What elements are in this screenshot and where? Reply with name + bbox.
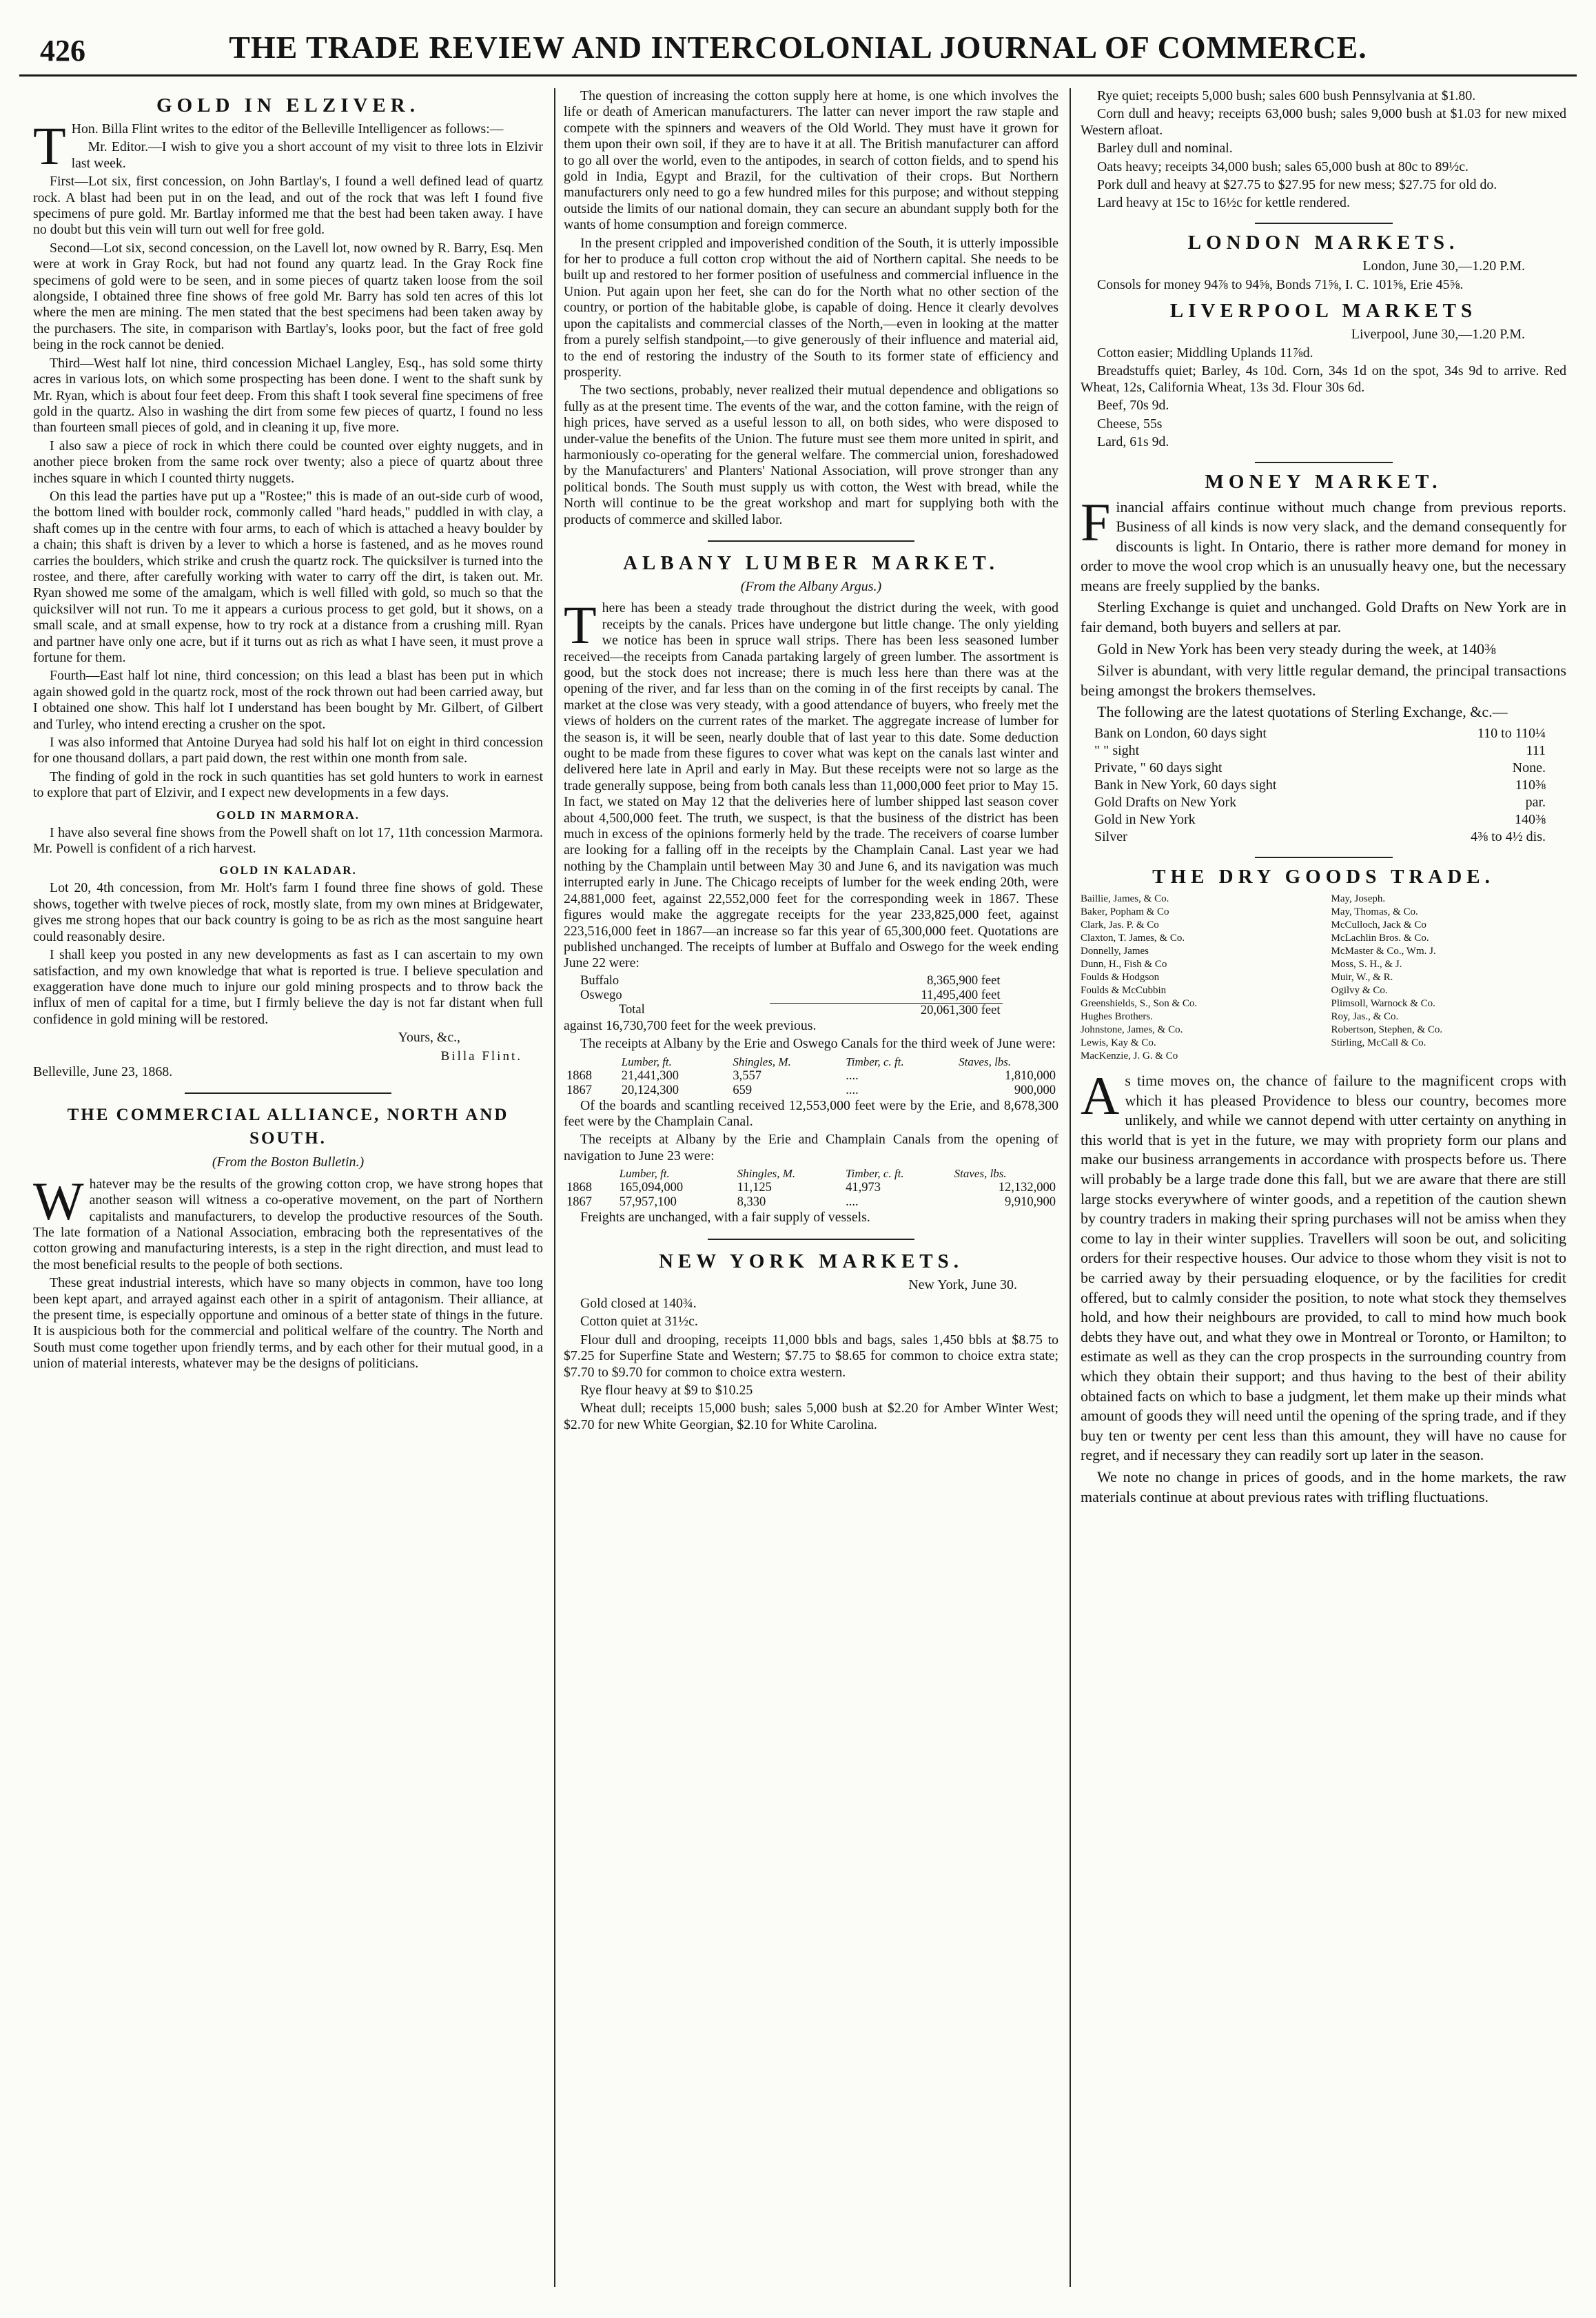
- gold-dateline: Belleville, June 23, 1868.: [33, 1064, 173, 1079]
- gold-paragraph: The finding of gold in the rock in such quantities has set gold hunters to work in earnest to explore that part of Elzivir, and I expect new developments in a few days.: [33, 769, 543, 801]
- dropcap: W: [33, 1170, 84, 1231]
- firms-left: [1081, 893, 1316, 1063]
- firm-name: May, Thomas, & Co.: [1331, 906, 1418, 918]
- money-paragraph: Gold in New York has been very steady during the week, at 140⅜: [1097, 640, 1496, 658]
- gold-yours: Yours, &c.,: [398, 1030, 460, 1046]
- firm-name: Lewis, Kay & Co.: [1081, 1037, 1156, 1049]
- albany-season-text: The receipts at Albany by the Erie and Champlain Canals from the opening of navigation to June 23 were:: [564, 1132, 1058, 1163]
- firm-name: Clark, Jas. P. & Co: [1081, 919, 1159, 931]
- column-header: [564, 1166, 617, 1181]
- table-cell: 1867: [566, 1195, 592, 1210]
- albany-paragraph: There has been a steady trade throughout the district during the week, with good receipts by the canals. Prices have undergone but little change. The only yielding we notice has been in spruce wall strips. There has been less seasoned lumber received—the receipts from Canada partaking largely of green lumber. The assortment is good, but the stock does not increase; there is much less here than there was at the opening of the river, and far less than on the coming in of the first receipts by canal. The market at the close was very steady, with a good attendance of buyers, who freely met the views of holders on the current rates of the market. The aggregate increase of lumber for the season is, it will be seen, nearly double that of last year to this date. Some deduction ought to be made from these figures to cover what was kept on the canals last winter and delivered here late in April and early in May. But these receipts were not so large as the trade generally suppose, being from both canals less than 11,000,000 feet prior to May 15. In fact, we stated on May 12 that the deliveries here of lumber shipped last season cover about 4,500,000 feet. The truth, we suspect, is that the business of the district has been much in excess of the opinions formerly held by the trade. The receivers of coarse lumber are looking for a falling off in the receipts by the Champlain Canal. Last year we had nothing by the Champlain until between May 30 and June 6, and its navigation was much interrupted early in June. The Chicago receipts of lumber for the week ending 20th, were 24,881,000 feet, against 22,552,000 feet for the corresponding week in 1867. These figures would make the aggregate receipts for the year 233,825,000 feet, against 223,516,000 feet in 1867—an increase so far this year of 65,300,000 feet. Quotations are published unchanged. The receipts of lumber at Buffalo and Oswego for the week ending June 22 were:: [564, 595, 1058, 971]
- newyork-line: Gold closed at 140¾.: [580, 1295, 697, 1311]
- journal-title: THE TRADE REVIEW AND INTERCOLONIAL JOURNAL OF COMMERCE.: [229, 30, 1367, 65]
- table-cell: Oswego: [580, 988, 622, 1002]
- alliance-heading: THE COMMERCIAL ALLIANCE, NORTH AND SOUTH.: [67, 1106, 509, 1148]
- liverpool-line: Beef, 70s 9d.: [1097, 398, 1169, 414]
- table-cell: 1868: [566, 1181, 592, 1195]
- marmora-text: I have also several fine shows from the Powell shaft on lot 17, 11th concession Marmora. Mr. Powell is confident of a rich harvest.: [33, 824, 543, 857]
- gold-paragraph: Second—Lot six, second concession, on the Lavell lot, now owned by R. Barry, Esq. Men were at work in Gray Rock, but had not found any quartz lead. In the Gray Rock fine specimens of gold were to be seen, and in some pieces of quartz taken loose from the soil alongside, I obtained three fine shows of free gold Mr. Barry has sold ten acres of this lot where the men are mining. The men stated that the best specimens had been taken away by the purchasers. The site, in comparison with Bartlay's, looks poor, but the fact of free gold being in the rock cannot be denied.: [33, 240, 543, 353]
- section-divider: [1255, 462, 1393, 463]
- column-2: [564, 88, 1058, 2290]
- table-row: [564, 1181, 1058, 1195]
- money-article: [1081, 470, 1566, 723]
- table-cell: ....: [846, 1083, 859, 1097]
- section-divider: [708, 540, 914, 542]
- rate-value: 140⅜: [1515, 812, 1546, 828]
- rate-label: Bank on London, 60 days sight: [1094, 726, 1267, 742]
- firm-name: Robertson, Stephen, & Co.: [1331, 1024, 1443, 1036]
- firm-name: Hughes Brothers.: [1081, 1011, 1153, 1023]
- table-row: [577, 974, 1003, 988]
- table-cell: 1868: [566, 1068, 592, 1083]
- table-cell: 12,132,000: [998, 1181, 1056, 1195]
- page-header: [19, 14, 1577, 77]
- kaladar-text: Lot 20, 4th concession, from Mr. Holt's farm I found three fine shows of gold. These shows, together with twelve pieces of rock, mostly slate, from my own mines at Bridgewater, gives me strong hopes that our back country is going to be as rich as the most sanguine heart could reasonably desire.: [33, 880, 543, 944]
- table-cell: 8,330: [737, 1195, 766, 1210]
- column-header: Timber, c. ft.: [846, 1167, 904, 1181]
- gold-paragraph: Mr. Editor.—I wish to give you a short account of my visit to three lots in Elzivir last week.: [71, 139, 543, 171]
- rate-row: [1094, 725, 1566, 742]
- table-cell: 659: [733, 1083, 753, 1097]
- money-paragraph: The following are the latest quotations of Sterling Exchange, &c.—: [1097, 703, 1508, 721]
- section-divider: [1255, 857, 1393, 858]
- rate-value: None.: [1512, 760, 1546, 776]
- table-cell: 1867: [566, 1083, 592, 1097]
- rate-label: " " sight: [1094, 743, 1140, 759]
- table-cell: Buffalo: [580, 973, 620, 988]
- money-paragraph: Financial affairs continue without much change from previous reports. Business of all kinds is now very slack, and the demand consequently for discounts is light. In Ontario, there is rather more demand for money in order to move the wool crop which is an unusually heavy one, but the necessary means are freely supplied by the banks.: [1081, 491, 1566, 594]
- kaladar-subheading: GOLD IN KALADAR.: [219, 864, 357, 877]
- gold-paragraph: On this lead the parties have put up a "Rostee;" this is made of an out-side curb of wood, the bottom lined with boulder rock, commonly called "hard heads," puddled in with clay, a shaft comes up in the centre with four arms, to each of which is attached a heavy boulder by a chain; this shaft is driven by a lever to which a horse is fastened, and as he moves round carries the boulders, which strike and crush the quartz rock. The quicksilver is turned into the rostee, and there, after carefully working with water to carry off the dirt, is taken out. Mr. Ryan showed me some of the amalgam, which is well filled with gold, so much so that the quicksilver will not run. To me it appears a curious process to get gold, but it shows, on a small scale, and at small expense, how to try rock at a distance from a crushing mill. Ryan and partner have only one acre, but if it turns out as rich as what I have seen, it must prove a fortune for them.: [33, 488, 543, 665]
- marmora-subheading: GOLD IN MARMORA.: [216, 808, 360, 822]
- section-divider: [1255, 223, 1393, 224]
- money-paragraph: Sterling Exchange is quiet and unchanged. Gold Drafts on New York are in fair demand, both buyers and sellers at par.: [1081, 598, 1566, 636]
- column-rule: [554, 88, 555, 2287]
- rate-row: [1094, 742, 1566, 760]
- firm-name: McCulloch, Jack & Co: [1331, 919, 1426, 931]
- firm-name: Ogilvy & Co.: [1331, 985, 1388, 997]
- column-header: Lumber, ft.: [619, 1167, 670, 1181]
- liverpool-line: Breadstuffs quiet; Barley, 4s 10d. Corn, 34s 1d on the spot, 34s 9d to arrive. Red Wheat, 12s, California Wheat, 13s 3d. Flour 30s 6d.: [1081, 363, 1566, 395]
- liverpool-line: Cheese, 55s: [1097, 416, 1163, 431]
- table-cell: 900,000: [1014, 1083, 1056, 1097]
- table-row: [564, 1084, 1058, 1098]
- gold-paragraph: Fourth—East half lot nine, third concession; on this lead a blast has been put in which again showed gold in the quartz rock, most of the rock thrown out had been carried away, but I obtained one show. This half lot I understand has been bought by Mr. Gilbert, of Gilbert and Turley, who intend erecting a crusher on the spot.: [33, 668, 543, 732]
- firm-name: Baker, Popham & Co: [1081, 906, 1169, 918]
- newyork-line: Barley dull and nominal.: [1097, 141, 1233, 156]
- gold-intro: T Hon. Billa Flint writes to the editor of the Belleville Intelligencer as follows:—: [33, 116, 504, 176]
- london-heading: LONDON MARKETS.: [1187, 231, 1460, 254]
- albany-source: (From the Albany Argus.): [740, 578, 882, 594]
- albany-boards-text: Of the boards and scantling received 12,553,000 feet were by the Erie, and 8,678,300 feet were by the Champlain Canal.: [564, 1097, 1058, 1129]
- rate-value: 110 to 110¼: [1477, 726, 1546, 742]
- gold-heading: GOLD IN ELZIVER.: [156, 94, 420, 116]
- albany-heading: ALBANY LUMBER MARKET.: [623, 551, 999, 574]
- alliance-paragraph: Whatever may be the results of the growing cotton crop, we have strong hopes that another season will witness a co-operative movement, on the part of Northern capitalists and manufacturers, to develop the productive resources of the South. The late formation of a National Association, embracing both the representatives of the cotton growing and manufacturing interests, is a step in the right direction, and must lead to the most beneficial results to the people of both sections.: [33, 1170, 543, 1272]
- gold-paragraph: Third—West half lot nine, third concession Michael Langley, Esq., has sold some thirty acres in various lots, on which some prospecting has been done. I went to the shaft sunk by Mr. Ryan, which is about four feet deep. From this shaft I took several fine specimens of free gold in the quartz. Also in washing the dirt from some few pieces of quartz, I found no less than fourteen small pieces of gold, and in cleaning it up, five more.: [33, 355, 543, 436]
- firm-name: McLachlin Bros. & Co.: [1331, 933, 1429, 944]
- firm-name: Johnstone, James, & Co.: [1081, 1024, 1183, 1036]
- firm-name: Greenshields, S., Son & Co.: [1081, 998, 1198, 1010]
- rate-label: Silver: [1094, 829, 1127, 845]
- newyork-line: Lard heavy at 15c to 16½c for kettle rendered.: [1097, 195, 1350, 211]
- newyork-line: Rye quiet; receipts 5,000 bush; sales 600 bush Pennsylvania at $1.80.: [1097, 88, 1476, 103]
- column-header: Shingles, M.: [737, 1167, 796, 1181]
- albany-canal-text: The receipts at Albany by the Erie and Oswego Canals for the third week of June were:: [580, 1036, 1056, 1052]
- rate-row: [1094, 777, 1566, 794]
- table-cell: 9,910,900: [1005, 1195, 1056, 1210]
- dropcap: T: [564, 595, 597, 655]
- firm-name: Roy, Jas., & Co.: [1331, 1011, 1399, 1023]
- table-cell: ....: [846, 1195, 859, 1210]
- drygoods-paragraph: We note no change in prices of goods, and in the home markets, the raw materials continue at about previous rates with trifling fluctuations.: [1081, 1467, 1566, 1505]
- newyork-line: Rye flour heavy at $9 to $10.25: [580, 1383, 753, 1398]
- firm-name: Stirling, McCall & Co.: [1331, 1037, 1426, 1049]
- receipts-table: [577, 974, 1003, 1018]
- money-heading: MONEY MARKET.: [1205, 470, 1442, 493]
- table-header-row: [564, 1055, 1058, 1069]
- alliance-paragraph: The question of increasing the cotton supply here at home, is one which involves the life or death of American manufacturers. The latter can never import the raw staple and compete with the spinners and weavers of the Old World. They must have it grown for them upon their own soil, if they are to have it at all. The British manufacturer can afford to go all over the world, even to the antipodes, in search of cotton fields, and to spend his gold in India, Egypt and Brazil, for the cultivation of their crops. But Northern manufacturers only need to go a few hundred miles for this purpose; and without stepping outside the limits of our national domain, they can secure an abundant supply both for the wants of home consumption and foreign commerce.: [564, 88, 1058, 233]
- firm-name: Donnelly, James: [1081, 946, 1149, 957]
- table-row: [577, 1003, 1003, 1018]
- alliance-source: (From the Boston Bulletin.): [212, 1155, 365, 1170]
- newyork-line: Corn dull and heavy; receipts 63,000 bush; sales 9,000 bush at $1.03 for new mixed Western afloat.: [1081, 106, 1566, 138]
- table-row: [577, 988, 1003, 1004]
- table-cell: 11,125: [737, 1181, 772, 1195]
- rate-row: [1094, 760, 1566, 777]
- newyork-heading: NEW YORK MARKETS.: [658, 1250, 964, 1272]
- gold-paragraph: I was also informed that Antoine Duryea had sold his half lot on eight in third concession for one thousand dollars, a part paid down, the rest within one month from sale.: [33, 735, 543, 766]
- firm-name: Baillie, James, & Co.: [1081, 893, 1169, 905]
- firm-name: Foulds & McCubbin: [1081, 985, 1167, 997]
- albany-against: against 16,730,700 feet for the week previous.: [564, 1017, 817, 1033]
- table-cell: ....: [846, 1068, 859, 1083]
- column-header: Staves, lbs.: [954, 1167, 1007, 1181]
- firm-name: Foulds & Hodgson: [1081, 972, 1160, 984]
- column-header: Shingles, M.: [733, 1055, 791, 1068]
- table-cell: 21,441,300: [621, 1068, 679, 1083]
- table-cell: 57,957,100: [619, 1195, 677, 1210]
- rate-label: Private, " 60 days sight: [1094, 760, 1222, 776]
- firm-name: Dunn, H., Fish & Co: [1081, 959, 1167, 970]
- dropcap: F: [1081, 491, 1111, 552]
- albany-freights: Freights are unchanged, with a fair supply of vessels.: [580, 1210, 870, 1226]
- rate-row: [1094, 828, 1566, 846]
- rate-label: Bank in New York, 60 days sight: [1094, 777, 1277, 793]
- table-cell: Total: [619, 1003, 645, 1017]
- rate-row: [1094, 794, 1566, 811]
- london-text: Consols for money 94⅞ to 94⅝, Bonds 71⅝, I. C. 101⅝, Erie 45⅝.: [1097, 277, 1464, 293]
- column-header: Timber, c. ft.: [846, 1055, 904, 1068]
- alliance-paragraph: In the present crippled and impoverished condition of the South, it is utterly impossible for her to produce a full cotton crop without the aid of Northern capital. She needs to be built up and restored to her former position of usefulness and commercial influence in the Union. Put again upon her feet, she can do for the North what no other section of the country, or portion of the habitable globe, is capable of doing. Hence it clearly devolves upon the capitalists and commercial classes of the North,—even in looking at the matter from a purely selfish standpoint,—to give generously of their influence and material aid, to the end of restoring the industry of the South to its former state of efficiency and prosperity.: [564, 235, 1058, 380]
- column-1: [33, 88, 543, 2290]
- newyork-dateline: New York, June 30.: [908, 1277, 1017, 1292]
- gold-paragraph: I also saw a piece of rock in which there could be counted over eighty nuggets, and in another piece broken from the same rock over twenty; also a piece of quartz about three inches square in which I counted thirty nuggets.: [33, 438, 543, 486]
- table-cell: 8,365,900 feet: [927, 973, 1001, 988]
- table-cell: 11,495,400 feet: [921, 988, 1001, 1002]
- table-cell: 165,094,000: [619, 1181, 684, 1195]
- firm-name: Claxton, T. James, & Co.: [1081, 933, 1185, 944]
- firm-name: MacKenzie, J. G. & Co: [1081, 1050, 1178, 1062]
- dropcap: T: [33, 116, 66, 176]
- london-dateline: London, June 30,—1.20 P.M.: [1362, 258, 1525, 274]
- liverpool-line: Cotton easier; Middling Uplands 11⅞d.: [1097, 345, 1313, 361]
- weekly-receipts-table: [564, 1055, 1058, 1098]
- table-header-row: [564, 1166, 1058, 1181]
- firm-name: McMaster & Co., Wm. J.: [1331, 946, 1436, 957]
- table-cell: 1,810,000: [1005, 1068, 1056, 1083]
- firm-name: Muir, W., & R.: [1331, 972, 1393, 984]
- rate-label: Gold Drafts on New York: [1094, 795, 1237, 811]
- table-cell: 20,061,300 feet: [770, 1003, 1003, 1018]
- rate-row: [1094, 811, 1566, 828]
- liverpool-heading: LIVERPOOL MARKETS: [1169, 299, 1477, 322]
- newyork-line: Flour dull and drooping, receipts 11,000 bbls and bags, sales 1,450 bbls at $8.75 to $7.25 for Superfine State and Western; $7.75 to $8.65 for common to choice extra state; $7.70 to $9.70 for common to choice extra western.: [564, 1332, 1058, 1380]
- rate-value: 110⅜: [1515, 777, 1546, 793]
- firms-right: [1331, 893, 1567, 1063]
- table-cell: 20,124,300: [621, 1083, 679, 1097]
- column-header: Lumber, ft.: [621, 1055, 672, 1068]
- section-divider: [708, 1239, 914, 1240]
- newspaper-page: [19, 14, 1577, 2304]
- gold-closing: I shall keep you posted in any new developments as fast as I can ascertain to my own satisfaction, and my own knowledge that what is reported is true. I believe speculation and exaggeration have done much to injure our gold mining prospects and to throw back the influx of men of capital for a time, but I firmly believe the day is not far distant when full confidence in gold mining will be restored.: [33, 947, 543, 1027]
- table-row: [564, 1069, 1058, 1084]
- liverpool-dateline: Liverpool, June 30,—1.20 P.M.: [1351, 326, 1525, 342]
- firms-list: [1081, 893, 1566, 1063]
- page-number: 426: [40, 34, 85, 68]
- column-3: [1081, 88, 1566, 2290]
- rate-label: Gold in New York: [1094, 812, 1196, 828]
- dropcap: A: [1081, 1066, 1120, 1126]
- table-cell: 41,973: [846, 1181, 881, 1195]
- firm-name: May, Joseph.: [1331, 893, 1386, 905]
- liverpool-line: Lard, 61s 9d.: [1097, 434, 1169, 450]
- drygoods-heading: THE DRY GOODS TRADE.: [1152, 866, 1495, 888]
- newyork-line: Oats heavy; receipts 34,000 bush; sales 65,000 bush at 80c to 89½c.: [1097, 159, 1469, 174]
- rate-value: 111: [1526, 743, 1546, 759]
- drygoods-article: [1081, 1066, 1566, 1507]
- firm-name: Moss, S. H., & J.: [1331, 959, 1402, 970]
- table-cell: 3,557: [733, 1068, 761, 1083]
- column-header: Staves, lbs.: [959, 1055, 1012, 1068]
- section-divider: [185, 1092, 391, 1094]
- column-header: [564, 1055, 619, 1069]
- season-receipts-table: [564, 1166, 1058, 1210]
- money-paragraph: Silver is abundant, with very little regular demand, the principal transactions being amongst the brokers themselves.: [1081, 662, 1566, 699]
- newyork-line: Cotton quiet at 31½c.: [580, 1314, 698, 1330]
- exchange-rates: [1094, 725, 1566, 846]
- gold-paragraph: First—Lot six, first concession, on John Bartlay's, I found a well defined lead of quartz rock. A blast had been put in on the lead, and out of the rock that was left I found five specimens of pure gold. Mr. Bartlay informed me that the best had been taken away. I have no doubt but this vein will turn out well for free gold.: [33, 174, 543, 238]
- alliance-paragraph: These great industrial interests, which have so many objects in common, have too long been kept apart, and arrayed against each other in a spirit of antagonism. Their alliance, at the present time, is especially opportune and ominous of a better state of things in the future. It is auspicious both for the commercial and political welfare of the country. The North and South must come together upon friendly terms, and by each other for their mutual good, in a union of material interests, whatever may be the designs of politicians.: [33, 1275, 543, 1372]
- table-row: [564, 1195, 1058, 1210]
- alliance-paragraph: The two sections, probably, never realized their mutual dependence and obligations so fully as at the present time. The events of the war, and the cotton famine, with the reign of high prices, have served as a useful lesson to all, on both sides, who were disposed to under-value the benefits of the Union. The future must see them more united in spirit, and harmoniously co-operating for the general welfare. The commercial union, foreshadowed by the Manufacturers' and Planters' National Association, will prove stronger than any political bonds. The South must supply us with cotton, the West with bread, while the North will continue to be the great workshop and mart for supplying both with the products of commerce and skilled labor.: [564, 383, 1058, 527]
- column-rule: [1070, 88, 1071, 2287]
- gold-signature: Billa Flint.: [440, 1048, 522, 1064]
- rate-value: 4⅜ to 4½ dis.: [1471, 829, 1546, 845]
- firm-name: Plimsoll, Warnock & Co.: [1331, 998, 1435, 1010]
- newyork-line: Wheat dull; receipts 15,000 bush; sales 5,000 bush at $2.20 for Amber Winter West; $2.70 for new White Georgian, $2.10 for White Carolina.: [564, 1401, 1058, 1432]
- rate-value: par.: [1525, 795, 1546, 811]
- drygoods-paragraph: As time moves on, the chance of failure to the magnificent crops with which it has pleased Providence to bless our country, becomes more unlikely, and while we cannot depend with utter certainty on anything in this world that is yet in the future, we may with propriety form our plans and make our business arrangements in accordance with prospects before us. There will probably be a large trade done this fall, but we are aware that there are still large stocks everywhere of winter goods, and a repetition of the caution shewn by country traders in making their spring purchases will not be amiss when they come to lay in their winter supplies. Travellers will soon be out, and soliciting orders for their respective houses. Our advice to those whom they visit is not to be carried away by their persuading eloquence, or by the facilities for credit offered, but to calmly consider the position, to note what stock they themselves hold, and how their neighbours are provided, to call to mind how much book debts they have out, and what they owe in Montreal or Toronto, or Hamilton; to estimate as well as they can the crop prospects in the surrounding country from which they obtain their support; and thus having to the best of their ability obtained facts on which to base a judgment, let them make up their minds what amount of goods they will need until the opening of the spring trade, and if they buy ten or twenty per cent less than this amount, they will have no cause for regret, and if necessary they can readily sort up later in the season.: [1081, 1066, 1566, 1464]
- newyork-line: Pork dull and heavy at $27.75 to $27.95 for new mess; $27.75 for old do.: [1097, 177, 1497, 193]
